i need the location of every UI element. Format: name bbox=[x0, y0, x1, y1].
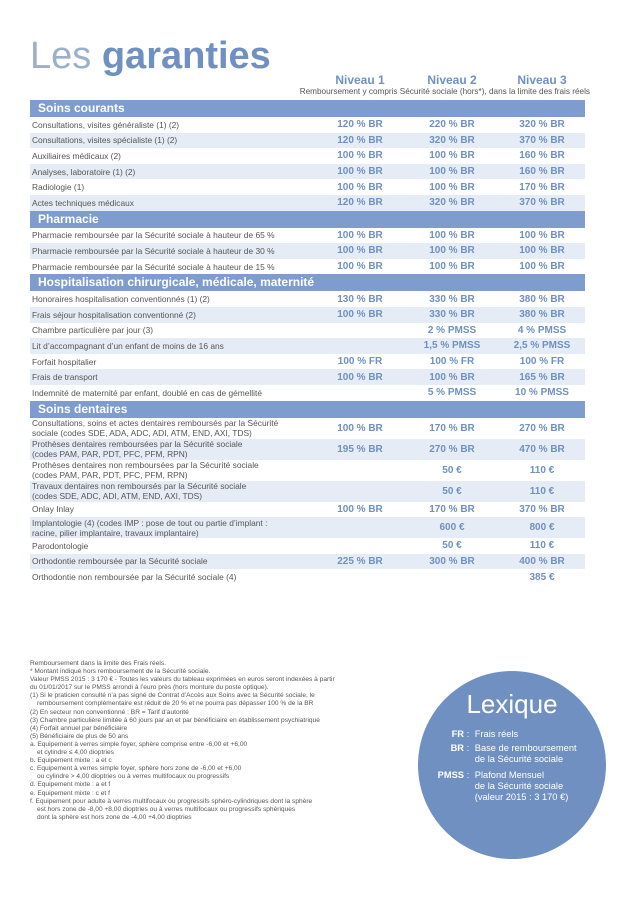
level-3-value: 110 € bbox=[529, 485, 555, 497]
level-3-value: 370 % BR bbox=[519, 197, 565, 209]
section-header: Soins dentaires bbox=[30, 401, 585, 418]
level-1-value: 225 % BR bbox=[337, 555, 383, 567]
level-1-value bbox=[315, 338, 405, 354]
table-row bbox=[30, 554, 585, 570]
level-2-value: 100 % BR bbox=[429, 181, 475, 193]
level-3-value: 170 % BR bbox=[519, 181, 565, 193]
lexique-definition: Base de remboursement de la Sécurité sociale bbox=[474, 743, 577, 764]
lexique-entry-fr: FR : Frais réels bbox=[426, 729, 518, 740]
row-label: Honoraires hospitalisation conventionnés (1) (2) bbox=[32, 294, 210, 305]
table-row bbox=[30, 460, 585, 481]
footnote-line: Valeur PMSS 2015 : 3 170 € - Toutes les valeurs du tableau exprimées en euros seront indexées à partir bbox=[30, 676, 335, 684]
level-2-value: 300 % BR bbox=[429, 555, 475, 567]
table-row bbox=[30, 439, 585, 460]
lexique-key: BR bbox=[450, 743, 464, 753]
level-1-value: 100 % BR bbox=[337, 261, 383, 273]
row-label: Consultations, soins et actes dentaires remboursés par la Sécurité sociale (codes SDE, ADA, ADC, ADI, ATM, END, AXI, TDS) bbox=[32, 418, 279, 438]
row-label: Consultations, visites généraliste (1) (2) bbox=[32, 119, 180, 130]
section-header: Pharmacie bbox=[30, 211, 585, 228]
level-2-value: 270 % BR bbox=[429, 443, 475, 455]
footnote-line: Remboursement dans la limite des Frais réels. bbox=[30, 660, 166, 667]
row-label: Pharmacie remboursée par la Sécurité sociale à hauteur de 65 % bbox=[32, 230, 275, 241]
lexique-definition: Frais réels bbox=[474, 729, 519, 739]
lexique-key: PMSS bbox=[437, 770, 464, 780]
footnote-line: * Montant indiqué hors remboursement de la Sécurité sociale. bbox=[30, 668, 211, 676]
level-3-value: 320 % BR bbox=[519, 119, 565, 131]
level-3-value: 10 % PMSS bbox=[515, 387, 569, 399]
table-row bbox=[30, 354, 585, 370]
level-3-value: 385 € bbox=[529, 571, 555, 583]
table-row bbox=[30, 117, 585, 133]
level-2-value: 50 € bbox=[442, 464, 462, 476]
table-row bbox=[30, 195, 585, 211]
level-3-value: 380 % BR bbox=[519, 309, 565, 321]
footnote-line: dont la sphère est hors zone de -4,00 +4,00 dioptries bbox=[37, 813, 192, 821]
level-1-value bbox=[315, 481, 405, 502]
level-3-value: 4 % PMSS bbox=[517, 324, 567, 336]
level-2-value: 170 % BR bbox=[429, 503, 475, 515]
table-row bbox=[30, 369, 585, 385]
level-1-value: 130 % BR bbox=[337, 293, 383, 305]
table-row bbox=[30, 517, 585, 538]
footnote-line: (3) Chambre particulière limitée à 60 jours par an et par bénéficiaire en établissement psychiatrique bbox=[30, 716, 320, 724]
level-1-value: 120 % BR bbox=[337, 197, 383, 209]
footnotes bbox=[30, 660, 400, 822]
row-label: Orthodontie remboursée par la Sécurité sociale bbox=[32, 556, 208, 567]
level-1-value bbox=[315, 323, 405, 339]
row-label: Implantologie (4) (codes IMP : pose de tout ou partie d’implant : racine, pilier implantaire, travaux implantaire) bbox=[32, 517, 268, 538]
lexique-title: Lexique bbox=[466, 689, 558, 719]
table-row bbox=[30, 418, 585, 439]
lexique-circle bbox=[418, 671, 606, 859]
guarantees-table bbox=[30, 100, 585, 585]
level-2-value: 100 % BR bbox=[429, 261, 475, 273]
level-2-value: 100 % BR bbox=[429, 166, 475, 178]
level-2-value: 100 % BR bbox=[429, 245, 475, 257]
footnote-line: du 01/01/2017 sur le PMSS arrondi à l’euro près (hors monture du poste optique). bbox=[30, 684, 269, 692]
level-2-value bbox=[407, 569, 497, 585]
level-3-value: 2,5 % PMSS bbox=[513, 340, 571, 352]
title-part-2: garanties bbox=[101, 35, 271, 77]
footnote-line: b. Equipement mixte : a et c bbox=[30, 757, 112, 765]
level-3-value: 165 % BR bbox=[519, 371, 565, 383]
row-label: Chambre particulière par jour (3) bbox=[32, 325, 154, 336]
level-3-value: 370 % BR bbox=[519, 503, 565, 515]
level-2-value: 5 % PMSS bbox=[427, 387, 477, 399]
level-3-value: 110 € bbox=[529, 540, 555, 552]
reimbursement-subheader: Remboursement y compris Sécurité sociale (hors*), dans la limite des frais réels bbox=[299, 87, 590, 96]
row-label: Travaux dentaires non remboursés par la Sécurité sociale (codes SDE, ADC, ADI, ATM, END, AXI, TDS) bbox=[32, 481, 247, 501]
level-1-value bbox=[315, 569, 405, 585]
level-3-value: 100 % BR bbox=[519, 261, 565, 273]
footnote-line: (5) Bénéficiaire de plus de 50 ans bbox=[30, 732, 129, 740]
footnote-line: et cylindre ≤ 4,00 dioptries bbox=[37, 749, 114, 757]
level-3-value: 110 € bbox=[529, 464, 555, 476]
row-label: Indemnité de maternité par enfant, doublé en cas de gémellité bbox=[32, 387, 262, 398]
level-1-value: 100 % FR bbox=[337, 356, 383, 368]
level-2-value: 330 % BR bbox=[429, 293, 475, 305]
footnote-line: d. Equipement mixte : a et f bbox=[30, 781, 111, 789]
level-1-value: 120 % BR bbox=[337, 119, 383, 131]
level-1-value: 100 % BR bbox=[337, 503, 383, 515]
table-row bbox=[30, 502, 585, 518]
level-2-value: 220 % BR bbox=[429, 119, 475, 131]
row-label: Orthodontie non remboursée par la Sécurité sociale (4) bbox=[32, 572, 237, 583]
footnote-line: f. Equipement pour adulte à verres multifocaux ou progressifs sphéro-cylindriques dont la sphère bbox=[30, 797, 313, 805]
lexique-key: FR bbox=[451, 729, 464, 739]
level-1-value: 100 % BR bbox=[337, 166, 383, 178]
row-label: Actes techniques médicaux bbox=[32, 197, 134, 208]
level-3-value: 160 % BR bbox=[519, 166, 565, 178]
section-header: Soins courants bbox=[30, 100, 585, 117]
level-1-value bbox=[315, 517, 405, 538]
level-1-value: 120 % BR bbox=[337, 134, 383, 146]
level-1-value bbox=[315, 385, 405, 401]
level-3-value: 100 % BR bbox=[519, 245, 565, 257]
footnote-line: a. Equipement à verres simple foyer, sphère comprise entre -6,00 et +6,00 bbox=[30, 740, 248, 748]
level-2-header: Niveau 2 bbox=[427, 73, 477, 87]
level-2-value: 170 % BR bbox=[429, 422, 475, 434]
row-label: Prothèses dentaires remboursées par la Sécurité sociale (codes PAM, PAR, PDT, PFC, PFM, RPN) bbox=[32, 439, 243, 459]
row-label: Analyses, laboratoire (1) (2) bbox=[32, 166, 136, 177]
row-label: Pharmacie remboursée par la Sécurité sociale à hauteur de 30 % bbox=[32, 245, 275, 256]
level-2-value: 50 € bbox=[442, 485, 462, 497]
level-2-value: 100 % BR bbox=[429, 229, 475, 241]
footnote-line: c. Equipement à verres simple foyer, sphère hors zone de -6,00 et +6,00 bbox=[30, 765, 242, 773]
level-2-value: 100 % FR bbox=[429, 356, 475, 368]
level-1-value: 100 % BR bbox=[337, 181, 383, 193]
table-row bbox=[30, 164, 585, 180]
level-2-value: 1,5 % PMSS bbox=[423, 340, 481, 352]
level-1-value bbox=[315, 538, 405, 554]
section-header: Hospitalisation chirurgicale, médicale, maternité bbox=[30, 274, 585, 291]
row-label: Prothèses dentaires non remboursées par la Sécurité sociale (codes PAM, PAR, PDT, PFC, PFM, RPN) bbox=[32, 460, 259, 480]
level-2-value: 320 % BR bbox=[429, 197, 475, 209]
row-label: Consultations, visites spécialiste (1) (2) bbox=[32, 135, 178, 146]
row-label: Frais de transport bbox=[32, 372, 98, 383]
level-1-value: 100 % BR bbox=[337, 371, 383, 383]
lexique-entry-pmss: PMSS : Plafond Mensuel de la Sécurité sociale (valeur 2015 : 3 170 €) bbox=[426, 770, 568, 803]
footnote-line: (2) En secteur non conventionné : BR = Tarif d’autorité bbox=[30, 708, 189, 716]
level-3-value: 400 % BR bbox=[519, 555, 565, 567]
table-row bbox=[30, 243, 585, 259]
footnote-line: remboursement complémentaire est réduit de 20 % et ne pourra pas dépasser 100 % de la BR bbox=[37, 700, 314, 708]
row-label: Radiologie (1) bbox=[32, 182, 85, 193]
table-row bbox=[30, 323, 585, 339]
level-2-value: 330 % BR bbox=[429, 309, 475, 321]
level-2-value: 320 % BR bbox=[429, 134, 475, 146]
table-row bbox=[30, 569, 585, 585]
table-row bbox=[30, 385, 585, 401]
level-2-value: 600 € bbox=[439, 522, 465, 534]
row-label: Parodontologie bbox=[32, 540, 89, 551]
row-label: Forfait hospitalier bbox=[32, 356, 97, 367]
footnote-line: (4) Forfait annuel par bénéficiaire bbox=[30, 724, 128, 732]
level-3-value: 270 % BR bbox=[519, 422, 565, 434]
lexique-entry-br: BR : Base de remboursement de la Sécurité sociale bbox=[426, 743, 577, 765]
row-label: Lit d’accompagnant d’un enfant de moins de 16 ans bbox=[32, 340, 224, 351]
table-row bbox=[30, 228, 585, 244]
row-label: Frais séjour hospitalisation conventionné (2) bbox=[32, 309, 196, 320]
level-2-value: 100 % BR bbox=[429, 371, 475, 383]
table-row bbox=[30, 179, 585, 195]
footnote-line: e. Equipement mixte : c et f bbox=[30, 789, 110, 797]
title-part-1: Les bbox=[30, 35, 92, 77]
table-row bbox=[30, 259, 585, 275]
level-1-value: 100 % BR bbox=[337, 245, 383, 257]
level-1-value bbox=[315, 460, 405, 481]
level-3-value: 100 % FR bbox=[519, 356, 565, 368]
level-1-value: 100 % BR bbox=[337, 229, 383, 241]
level-3-value: 100 % BR bbox=[519, 229, 565, 241]
lexique-definition: Plafond Mensuel de la Sécurité sociale (valeur 2015 : 3 170 €) bbox=[474, 770, 569, 802]
level-3-value: 470 % BR bbox=[519, 443, 565, 455]
row-label: Pharmacie remboursée par la Sécurité sociale à hauteur de 15 % bbox=[32, 261, 275, 272]
row-label: Auxiliaires médicaux (2) bbox=[32, 150, 121, 161]
table-row bbox=[30, 148, 585, 164]
level-2-value: 100 % BR bbox=[429, 150, 475, 162]
level-1-header: Niveau 1 bbox=[335, 73, 385, 87]
level-1-value: 100 % BR bbox=[337, 150, 383, 162]
page-title bbox=[30, 34, 271, 78]
table-row bbox=[30, 133, 585, 149]
level-2-value: 50 € bbox=[442, 540, 462, 552]
level-1-value: 100 % BR bbox=[337, 422, 383, 434]
row-label: Onlay Inlay bbox=[32, 504, 74, 515]
table-row bbox=[30, 538, 585, 554]
level-3-value: 380 % BR bbox=[519, 293, 565, 305]
level-2-value: 2 % PMSS bbox=[427, 324, 477, 336]
footnote-line: ou cylindre > 4,00 dioptries ou à verres multifocaux ou progressifs bbox=[37, 773, 230, 781]
level-1-value: 195 % BR bbox=[337, 443, 383, 455]
level-1-value: 100 % BR bbox=[337, 309, 383, 321]
level-3-header: Niveau 3 bbox=[517, 73, 567, 87]
level-3-value: 370 % BR bbox=[519, 134, 565, 146]
level-3-value: 800 € bbox=[529, 522, 555, 534]
footnote-line: (1) Si le praticien consulté n’a pas signé de Contrat d’Accès aux Soins avec la Sécurité sociale, le bbox=[30, 692, 315, 700]
footnote-line: est hors zone de -8,00 +8,00 dioptries ou à verres multifocaux ou progressifs sphériques bbox=[37, 805, 296, 813]
table-row bbox=[30, 291, 585, 307]
table-row bbox=[30, 307, 585, 323]
table-row bbox=[30, 338, 585, 354]
table-row bbox=[30, 481, 585, 502]
level-3-value: 160 % BR bbox=[519, 150, 565, 162]
